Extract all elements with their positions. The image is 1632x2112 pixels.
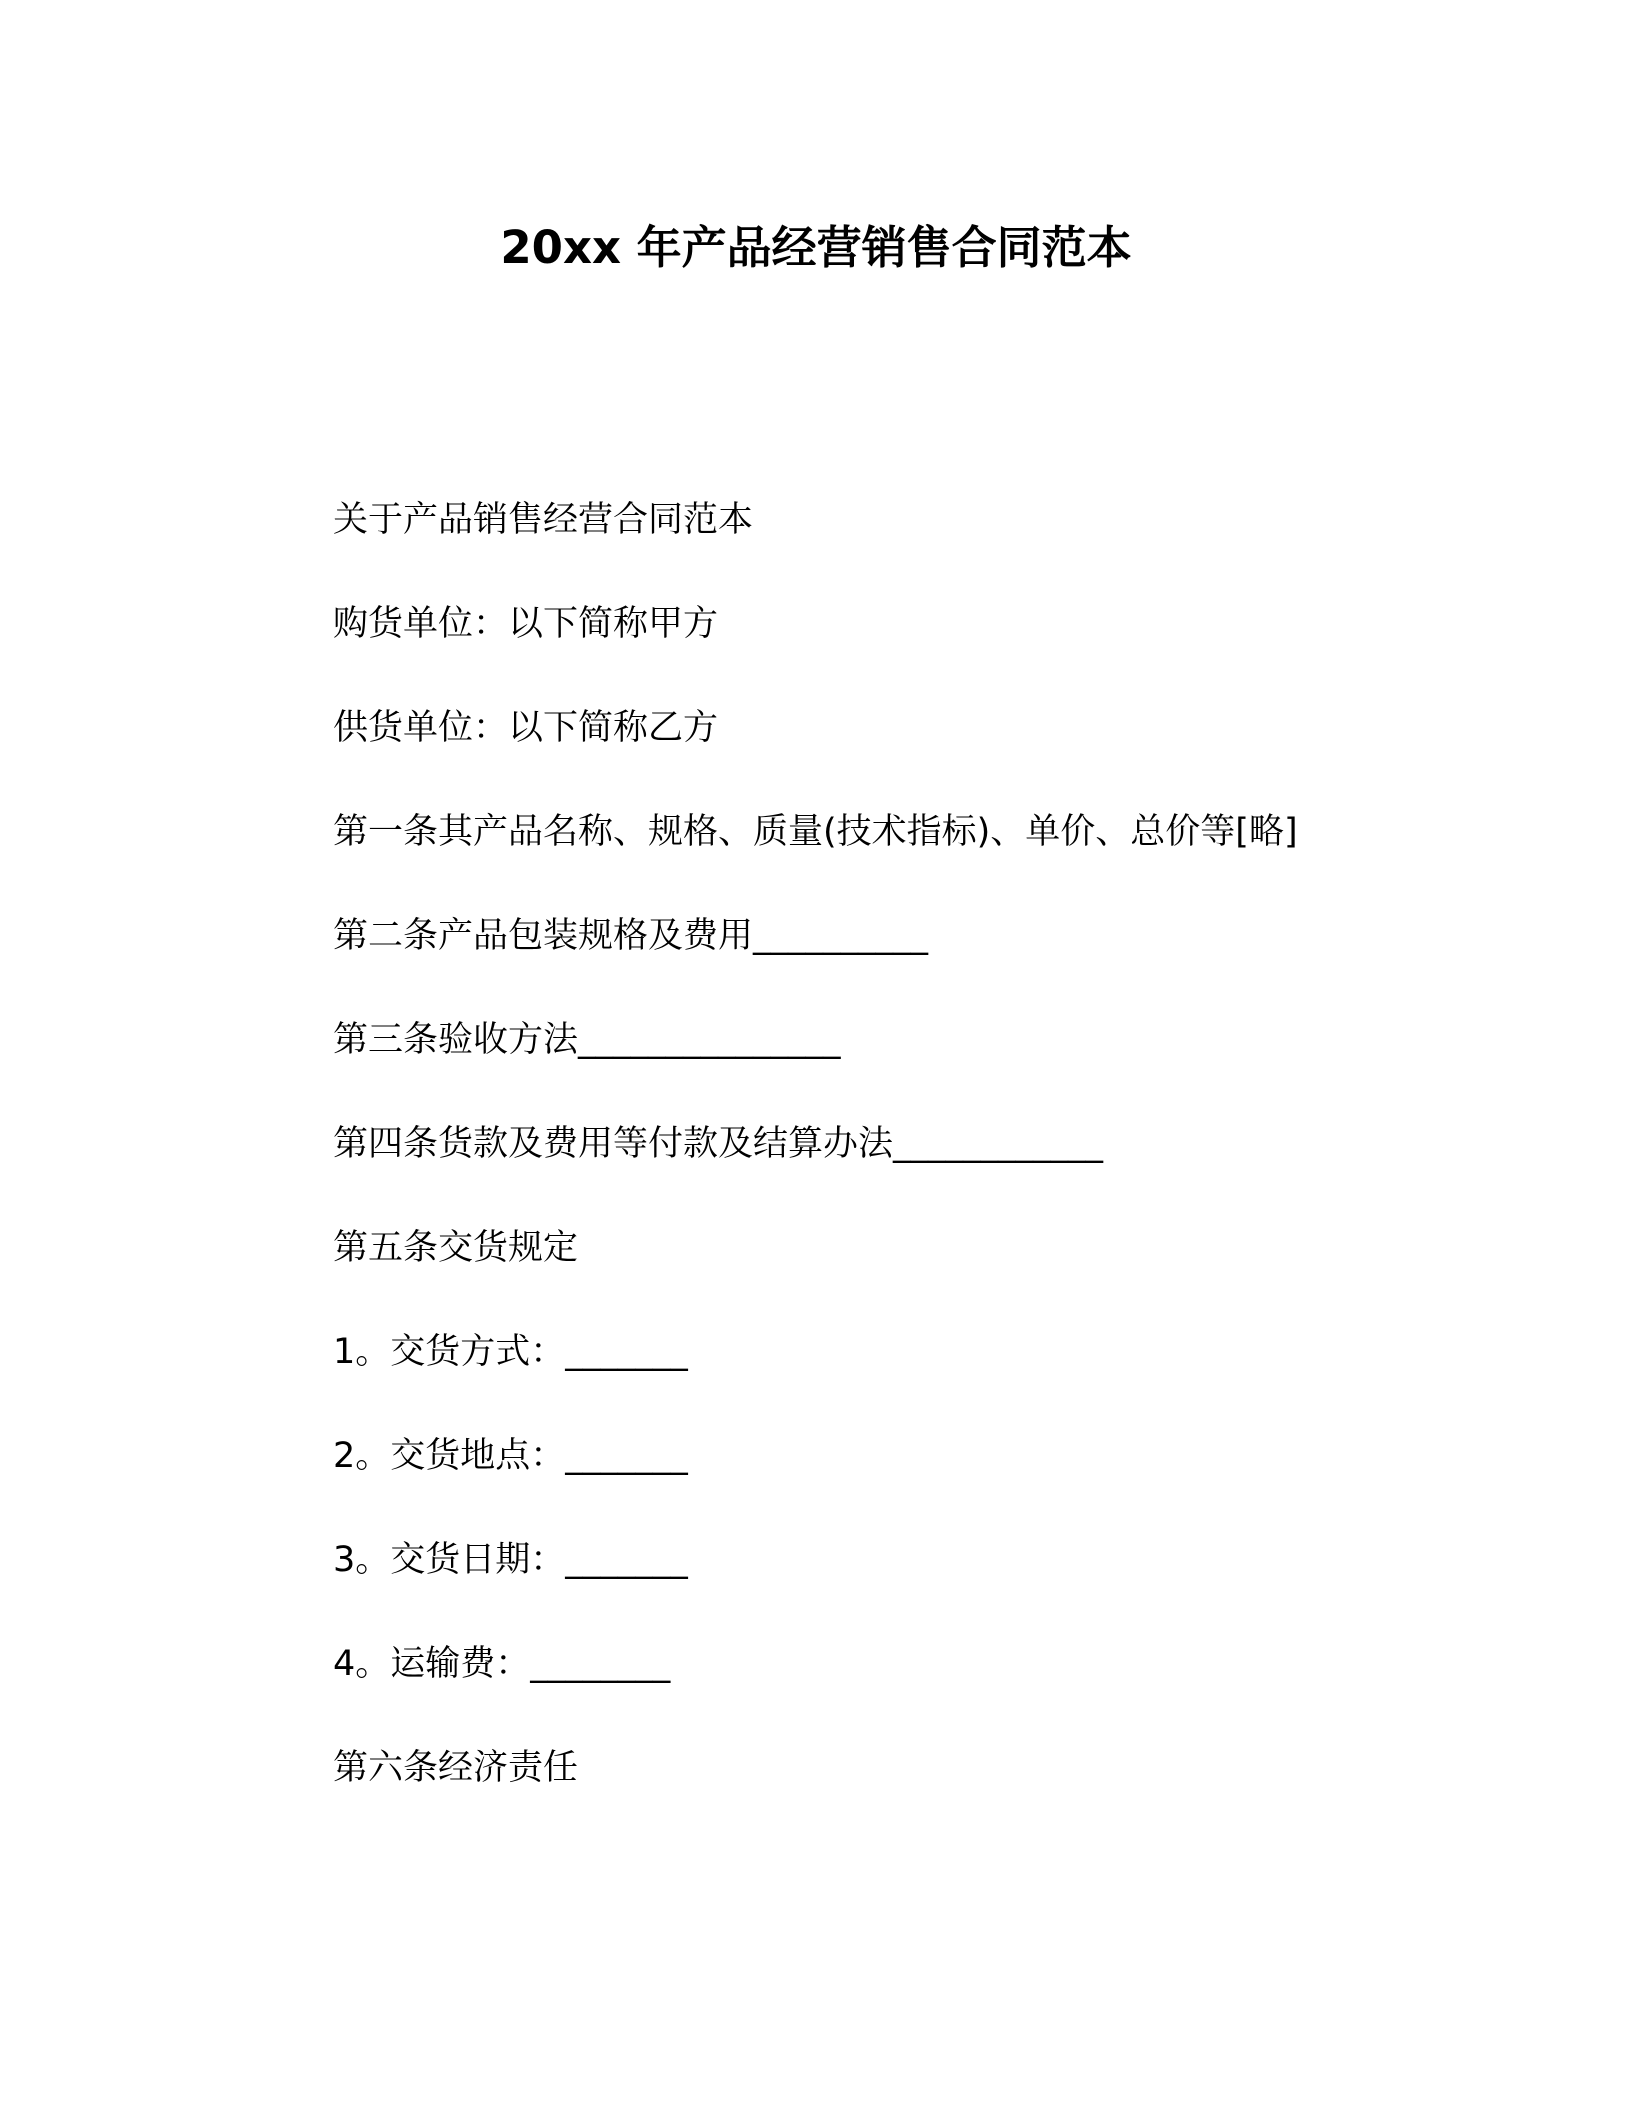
buyer-line: 购货单位：以下简称甲方 bbox=[333, 604, 719, 644]
delivery-location: 2。交货地点：_______ bbox=[333, 1436, 688, 1476]
document-title: 20xx 年产品经营销售合同范本 bbox=[500, 221, 1132, 274]
delivery-date: 3。交货日期：_______ bbox=[333, 1540, 688, 1580]
contract-body bbox=[333, 492, 1483, 1844]
shipping-fee: 4。运输费：________ bbox=[333, 1644, 671, 1684]
article-6: 第六条经济责任 bbox=[333, 1748, 579, 1788]
supplier-line: 供货单位：以下简称乙方 bbox=[333, 708, 719, 748]
contract-heading: 关于产品销售经营合同范本 bbox=[333, 500, 754, 540]
article-2: 第二条产品包装规格及费用__________ bbox=[333, 916, 929, 956]
article-4: 第四条货款及费用等付款及结算办法____________ bbox=[333, 1124, 1104, 1164]
article-3: 第三条验收方法_______________ bbox=[333, 1020, 841, 1060]
article-1: 第一条其产品名称、规格、质量(技术指标)、单价、总价等[略] bbox=[333, 812, 1298, 852]
delivery-method: 1。交货方式：_______ bbox=[333, 1332, 688, 1372]
article-5: 第五条交货规定 bbox=[333, 1228, 579, 1268]
